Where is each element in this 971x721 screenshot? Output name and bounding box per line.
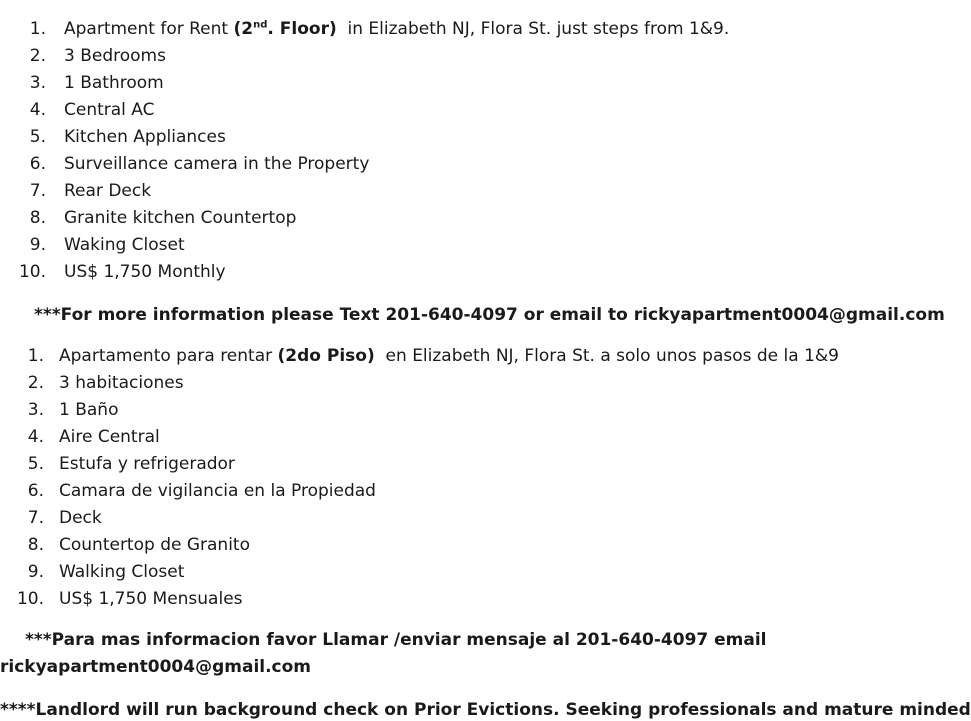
list-text: Kitchen Appliances <box>64 127 226 147</box>
list-text: 3 habitaciones <box>59 373 184 393</box>
list-text: Rear Deck <box>64 181 152 201</box>
list-number: 1. <box>29 19 46 39</box>
list-text: Aire Central <box>59 427 160 447</box>
list-text: Countertop de Granito <box>59 535 250 555</box>
list-text: US$ 1,750 Monthly <box>64 262 226 282</box>
list-text: Deck <box>59 508 102 528</box>
list-number: 5. <box>29 127 46 147</box>
list-number: 4. <box>27 427 44 447</box>
list-number: 8. <box>27 535 44 555</box>
list-text: 1 Bathroom <box>64 73 164 93</box>
list-text: Estufa y refrigerador <box>59 454 235 474</box>
list-number: 1. <box>27 346 44 366</box>
list-number: 7. <box>29 181 46 201</box>
list-number: 10. <box>16 589 44 609</box>
list-text <box>64 16 729 43</box>
list-number: 2. <box>27 373 44 393</box>
item-text-part: en Elizabeth NJ, Flora St. a solo unos pasos de la 1&9 <box>374 346 839 366</box>
list-text: Waking Closet <box>64 235 185 255</box>
floor-label-part: . Floor) <box>267 19 337 39</box>
list-number: 5. <box>27 454 44 474</box>
list-text: 3 Bedrooms <box>64 46 166 66</box>
list-text: Camara de vigilancia en la Propiedad <box>59 481 376 501</box>
floor-label: (2do Piso) <box>277 346 375 366</box>
list-number: 10. <box>18 262 46 282</box>
item-text-part: in Elizabeth NJ, Flora St. just steps from 1&9. <box>336 19 730 39</box>
list-number: 8. <box>29 208 46 228</box>
list-number: 2. <box>29 46 46 66</box>
list-number: 4. <box>29 100 46 120</box>
ordinal-suffix: nd <box>253 19 268 31</box>
item-text-part: Apartamento para rentar <box>59 346 278 366</box>
list-text: US$ 1,750 Mensuales <box>59 589 243 609</box>
list-number: 9. <box>29 235 46 255</box>
floor-label <box>234 19 337 39</box>
list-number: 6. <box>27 481 44 501</box>
list-text: Surveillance camera in the Property <box>64 154 370 174</box>
spanish-contact-note: ***Para mas informacion favor Llamar /enviar mensaje al 201-640-4097 email <box>25 630 767 650</box>
list-number: 9. <box>27 562 44 582</box>
item-text-part: Apartment for Rent <box>64 19 234 39</box>
floor-label-part: (2 <box>233 19 254 39</box>
list-text: Central AC <box>64 100 155 120</box>
background-check-note: ****Landlord will run background check on Prior Evictions. Seeking professionals and mature minded <box>0 700 971 720</box>
list-text: 1 Baño <box>59 400 119 420</box>
list-number: 6. <box>29 154 46 174</box>
list-number: 3. <box>27 400 44 420</box>
list-text <box>59 343 839 370</box>
spanish-contact-email: rickyapartment0004@gmail.com <box>0 657 312 677</box>
list-text: Walking Closet <box>59 562 185 582</box>
list-number: 3. <box>29 73 46 93</box>
english-contact-note: ***For more information please Text 201-640-4097 or email to rickyapartment0004@gmail.com <box>34 305 945 325</box>
list-text: Granite kitchen Countertop <box>64 208 297 228</box>
list-number: 7. <box>27 508 44 528</box>
